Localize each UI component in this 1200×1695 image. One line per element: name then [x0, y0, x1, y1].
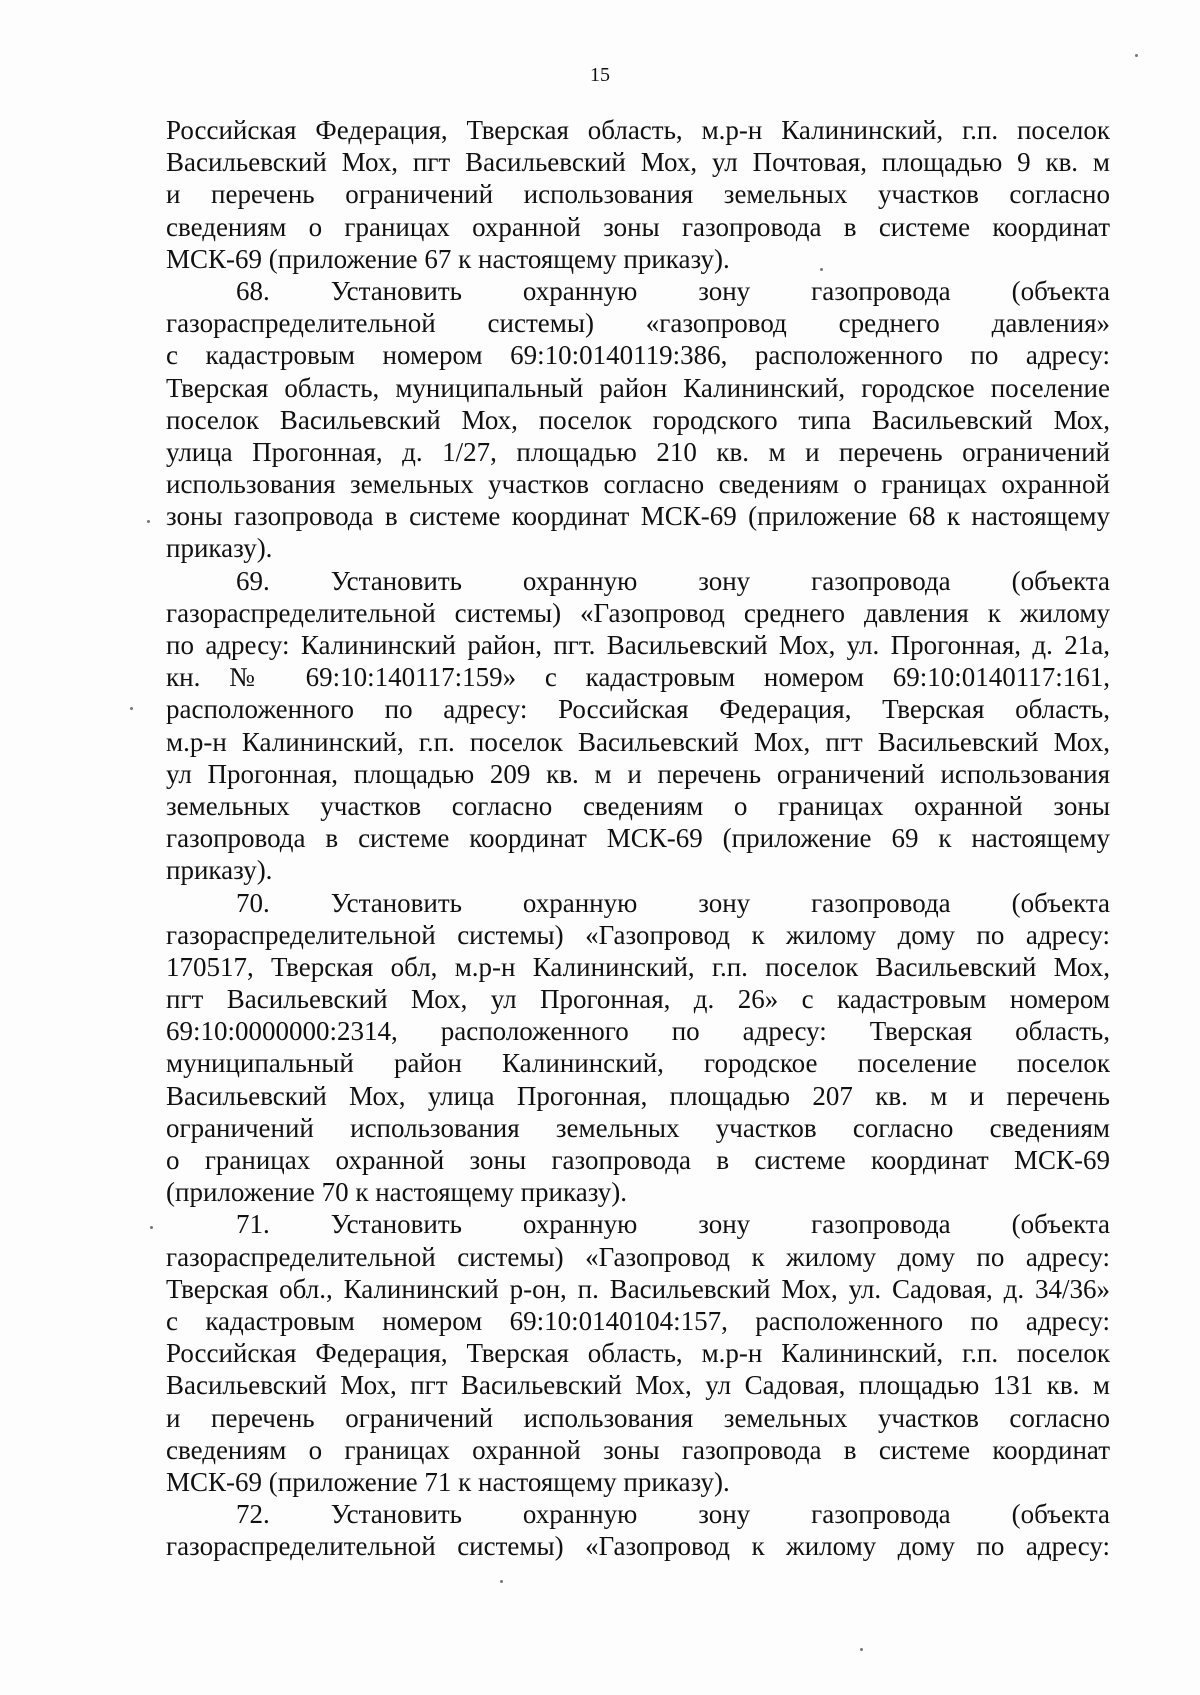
text-line: МСК-69 (приложение 71 к настоящему приказу).	[166, 1466, 730, 1497]
text-line: использования земельных участков согласно сведениям о границах охранной	[166, 469, 1110, 500]
text-line: приказу).	[166, 855, 273, 886]
text-line: муниципальный район Калининский, городское поселение поселок	[166, 1048, 1110, 1079]
text-line: улица Прогонная, д. 1/27, площадью 210 кв. м и перечень ограничений	[166, 436, 1110, 467]
text-line: газораспределительной системы) «Газопровод к жилому дому по адресу:	[166, 1531, 1110, 1562]
text-line: сведениям о границах охранной зоны газопровода в системе координат	[166, 211, 1110, 242]
text-line: газораспределительной системы) «газопровод среднего давления»	[166, 308, 1110, 339]
text-line: приказу).	[166, 533, 273, 564]
scan-speck	[860, 1648, 863, 1651]
text-line: Васильевский Мох, улица Прогонная, площадью 207 кв. м и перечень	[166, 1080, 1110, 1111]
text-line: о границах охранной зоны газопровода в системе координат МСК-69	[166, 1145, 1110, 1175]
text-line: Васильевский Мох, пгт Васильевский Мох, ул Почтовая, площадью 9 кв. м	[166, 147, 1110, 178]
text-line: с кадастровым номером 69:10:0140119:386, расположенного по адресу:	[166, 340, 1110, 371]
scan-speck	[820, 268, 823, 271]
text-line: м.р-н Калининский, г.п. поселок Васильевский Мох, пгт Васильевский Мох,	[166, 726, 1110, 757]
text-line: Российская Федерация, Тверская область, м.р-н Калининский, г.п. поселок	[166, 1338, 1110, 1369]
text-line: газопровода в системе координат МСК-69 (приложение 69 к настоящему	[166, 823, 1110, 854]
text-line: ограничений использования земельных участков согласно сведениям	[166, 1112, 1110, 1143]
text-line: по адресу: Калининский район, пгт. Васильевский Мох, ул. Прогонная, д. 21а,	[166, 630, 1110, 660]
text-line: Российская Федерация, Тверская область, м.р-н Калининский, г.п. поселок	[166, 115, 1110, 145]
text-line: с кадастровым номером 69:10:0140104:157, расположенного по адресу:	[166, 1305, 1110, 1336]
text-line: пгт Васильевский Мох, ул Прогонная, д. 26» с кадастровым номером	[166, 984, 1110, 1015]
text-line: сведениям о границах охранной зоны газопровода в системе координат	[166, 1434, 1110, 1465]
paragraph-first-line: 68. Установить охранную зону газопровода (объекта	[236, 275, 1110, 306]
text-line: (приложение 70 к настоящему приказу).	[166, 1177, 628, 1208]
page-number: 15	[590, 64, 610, 86]
text-line: земельных участков согласно сведениям о границах охранной зоны	[166, 790, 1110, 821]
scan-speck	[500, 1580, 503, 1583]
paragraph-first-line: 71. Установить охранную зону газопровода (объекта	[236, 1209, 1110, 1240]
text-line: газораспределительной системы) «Газопровод к жилому дому по адресу:	[166, 1241, 1110, 1272]
text-line: и перечень ограничений использования земельных участков согласно	[166, 179, 1110, 210]
body-text	[166, 114, 1110, 1562]
text-line: и перечень ограничений использования земельных участков согласно	[166, 1402, 1110, 1433]
text-line: Тверская область, муниципальный район Калининский, городское поселение	[166, 372, 1110, 403]
text-line: Васильевский Мох, пгт Васильевский Мох, ул Садовая, площадью 131 кв. м	[166, 1370, 1110, 1401]
text-line: Тверская обл., Калининский р-он, п. Васильевский Мох, ул. Садовая, д. 34/36»	[166, 1273, 1110, 1304]
text-line: газораспределительной системы) «Газопровод среднего давления к жилому	[166, 597, 1110, 628]
scan-speck	[1135, 54, 1138, 57]
paragraph-first-line: 72. Установить охранную зону газопровода (объекта	[236, 1499, 1110, 1530]
text-line: МСК-69 (приложение 67 к настоящему приказу).	[166, 243, 730, 274]
paragraph-first-line: 70. Установить охранную зону газопровода (объекта	[236, 887, 1110, 918]
text-line: 170517, Тверская обл, м.р-н Калининский, г.п. поселок Васильевский Мох,	[166, 951, 1110, 982]
scan-speck	[147, 520, 150, 523]
text-line: ул Прогонная, площадью 209 кв. м и перечень ограничений использования	[166, 758, 1110, 789]
paragraph-first-line: 69. Установить охранную зону газопровода (объекта	[236, 565, 1110, 596]
text-line: 69:10:0000000:2314, расположенного по адресу: Тверская область,	[166, 1016, 1110, 1047]
scan-speck	[150, 1226, 153, 1229]
scan-speck	[130, 707, 133, 710]
text-line: поселок Васильевский Мох, поселок городского типа Васильевский Мох,	[166, 404, 1110, 435]
text-line: зоны газопровода в системе координат МСК-69 (приложение 68 к настоящему	[166, 501, 1110, 532]
text-line: кн. № 69:10:140117:159» с кадастровым номером 69:10:0140117:161,	[166, 662, 1110, 693]
text-line: газораспределительной системы) «Газопровод к жилому дому по адресу:	[166, 919, 1110, 950]
text-line: расположенного по адресу: Российская Федерация, Тверская область,	[166, 694, 1110, 725]
